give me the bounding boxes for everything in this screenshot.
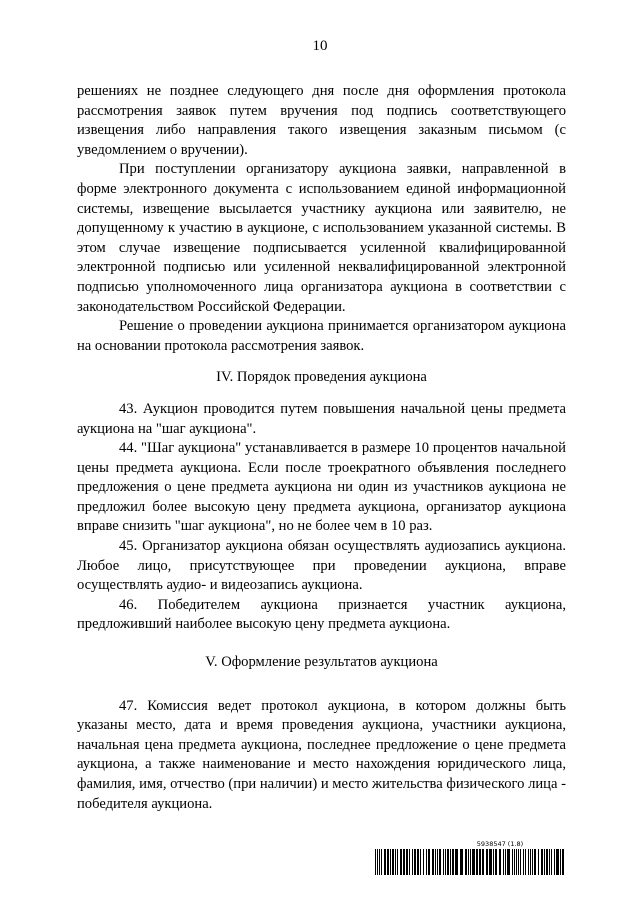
document-barcode <box>374 840 566 880</box>
paragraph: При поступлении организатору аукциона заявки, направленной в форме электронного документа с использованием единой информационной системы, извещение высылается участнику аукциона или заявителю, не допущенному к участию в аукционе, с использованием указанной системы. В этом случае извещение подписывается усиленной квалифицированной электронной подписью или усиленной неквалифицированной электронной подписью уполномоченного лица организатора аукциона в соответствии с законодательством Российской Федерации. <box>77 161 566 315</box>
paragraph: решениях не позднее следующего дня после дня оформления протокола рассмотрения заявок путем вручения под подпись соответствующего извещения либо направления такого извещения заказным письмом (с уведомлением о вручении). <box>77 83 566 158</box>
page-number: 10 <box>312 38 328 54</box>
barcode-icon <box>374 849 566 875</box>
clause-46: 46. Победителем аукциона признается участник аукциона, предложивший наиболее высокую цену предмета аукциона. <box>77 596 566 633</box>
clause-47: 47. Комиссия ведет протокол аукциона, в котором должны быть указаны место, дата и время проведения аукциона, участники аукциона, начальная цена предмета аукциона, последнее предложение о цене предмета аукциона, а также наименование и место нахождения юридического лица, фамилия, имя, отчество (при наличии) и место жительства физического лица - победителя аукциона. <box>77 697 566 812</box>
section-heading-iv: IV. Порядок проведения аукциона <box>216 369 427 386</box>
clause-44: 44. "Шаг аукциона" устанавливается в размере 10 процентов начальной цены предмета аукциона. Если после троекратного объявления последнего предложения о цене предмета аукциона ни один из участников аукциона не предложил более высокую цену предмета аукциона, организатор аукциона вправе снизить "шаг аукциона", но не более чем в 10 раз. <box>77 440 566 535</box>
barcode-label: 5938547 (1.8) <box>476 840 524 848</box>
document-body <box>77 82 566 814</box>
paragraph: Решение о проведении аукциона принимается организатором аукциона на основании протокола рассмотрения заявок. <box>77 318 566 354</box>
clause-45: 45. Организатор аукциона обязан осуществлять аудиозапись аукциона. Любое лицо, присутствующее при проведении аукциона, вправе осуществлять аудио- и видеозапись аукциона. <box>77 538 566 594</box>
section-heading-v: V. Оформление результатов аукциона <box>205 654 438 671</box>
clause-43: 43. Аукцион проводится путем повышения начальной цены предмета аукциона на "шаг аукциона". <box>77 400 566 437</box>
